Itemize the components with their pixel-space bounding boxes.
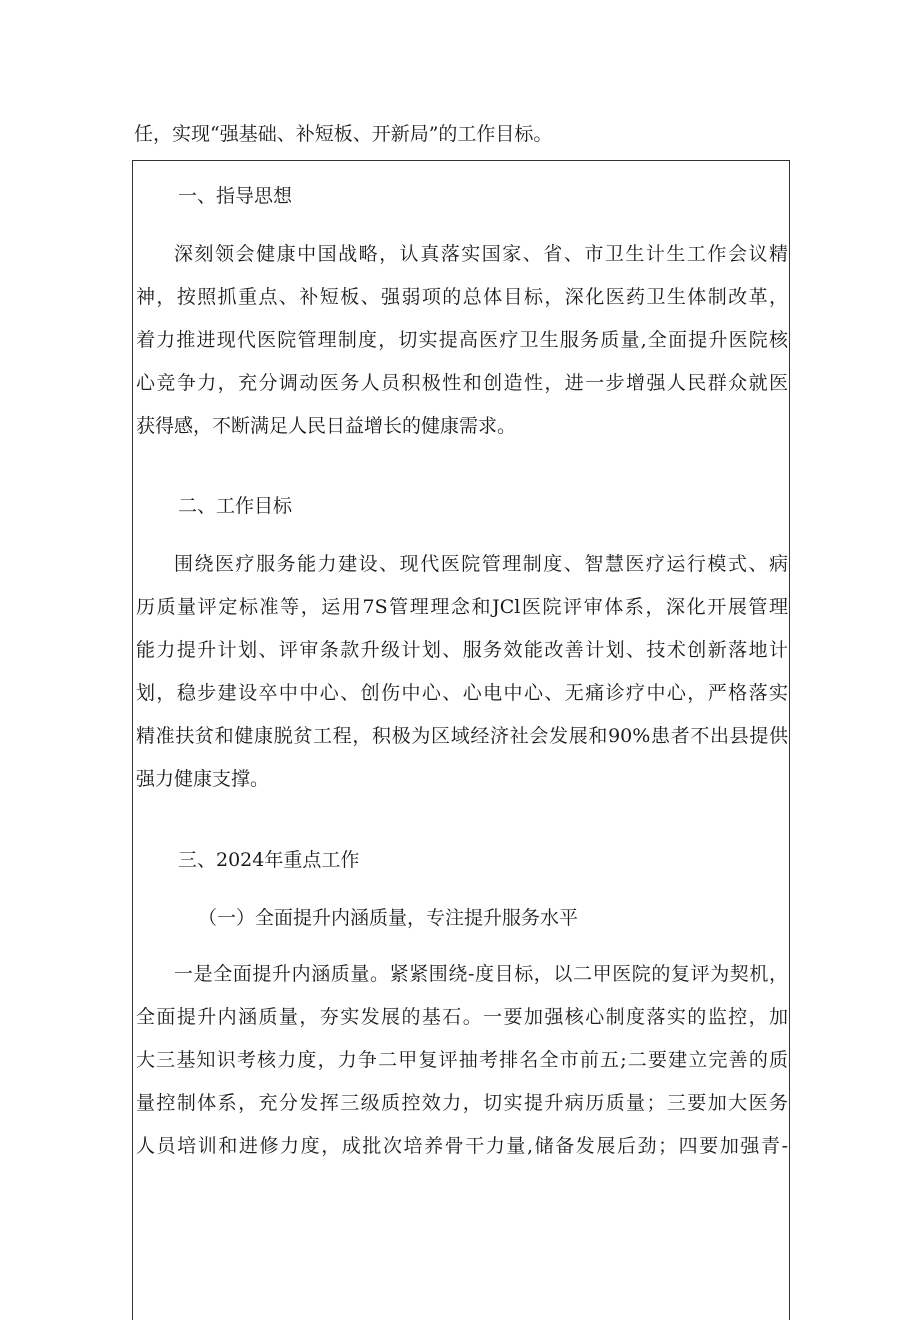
paragraph-line: 获得感，不断满足人民日益增长的健康需求。 — [136, 415, 517, 437]
section-heading-key-work: 三、2024年重点工作 — [178, 849, 360, 871]
paragraph-work-goals — [136, 548, 788, 806]
paragraph-line: 能力提升计划、评审条款升级计划、服务效能改善计划、技术创新落地计 — [136, 639, 788, 661]
paragraph-line: 历质量评定标准等，运用7S管理理念和JCl医院评审体系，深化开展管理 — [136, 596, 788, 618]
paragraph-line: 一是全面提升内涵质量。紧紧围绕-度目标，以二甲医院的复评为契机， — [174, 963, 788, 985]
paragraph-guiding-ideology — [136, 238, 788, 453]
paragraph-line: 精准扶贫和健康脱贫工程，积极为区域经济社会发展和90%患者不出县提供 — [136, 725, 788, 747]
paragraph-key-work — [136, 958, 788, 1173]
sub-heading-quality: （一）全面提升内涵质量，专注提升服务水平 — [198, 907, 579, 929]
paragraph-line: 着力推进现代医院管理制度，切实提高医疗卫生服务质量,全面提升医院核 — [136, 329, 788, 351]
paragraph-line: 人员培训和进修力度，成批次培养骨干力量,储备发展后劲；四要加强青- — [136, 1135, 788, 1157]
paragraph-line: 大三基知识考核力度，力争二甲复评抽考排名全市前五;二要建立完善的质 — [136, 1049, 788, 1071]
paragraph-line: 深刻领会健康中国战略，认真落实国家、省、市卫生计生工作会议精 — [174, 243, 788, 265]
paragraph-line: 神，按照抓重点、补短板、强弱项的总体目标，深化医药卫生体制改革， — [136, 286, 788, 308]
section-heading-work-goals: 二、工作目标 — [178, 495, 293, 517]
paragraph-line: 强力健康支撑。 — [136, 768, 270, 790]
paragraph-line: 围绕医疗服务能力建设、现代医院管理制度、智慧医疗运行模式、病 — [174, 553, 788, 575]
paragraph-line: 划，稳步建设卒中中心、创伤中心、心电中心、无痛诊疗中心，严格落实 — [136, 682, 788, 704]
section-heading-guiding-ideology: 一、指导思想 — [178, 185, 293, 207]
paragraph-line: 全面提升内涵质量，夯实发展的基石。一要加强核心制度落实的监控，加 — [136, 1006, 788, 1028]
paragraph-line: 量控制体系，充分发挥三级质控效力，切实提升病历质量；三要加大医务 — [136, 1092, 788, 1114]
continuation-line: 任，实现“强基础、补短板、开新局”的工作目标。 — [134, 123, 553, 145]
paragraph-line: 心竞争力，充分调动医务人员积极性和创造性，进一步增强人民群众就医 — [136, 372, 788, 394]
